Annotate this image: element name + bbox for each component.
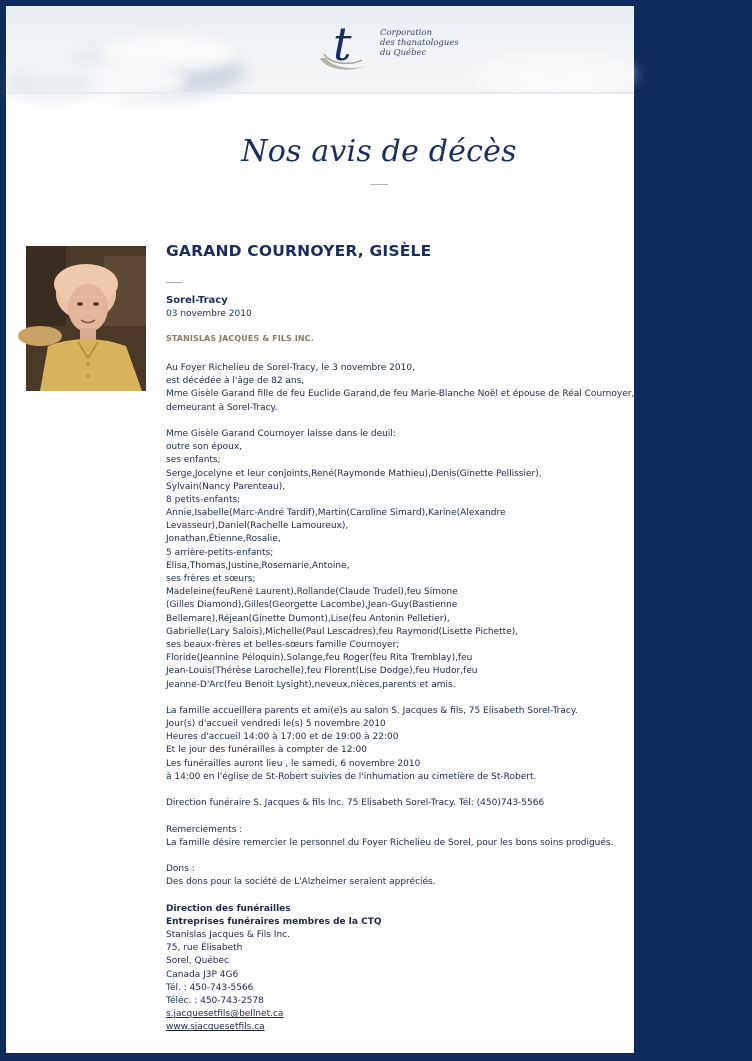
- logo-letter: t: [333, 17, 352, 71]
- funeral-home-name: STANISLAS JACQUES & FILS INC.: [166, 334, 314, 343]
- obituary-line: Floride(Jeannine Péloquin),Solange,feu Roger(feu Rita Tremblay),feu: [166, 653, 473, 664]
- obituary-line: (Gilles Diamond),Gilles(Georgette Lacombe),Jean-Guy(Bastienne: [166, 600, 458, 611]
- obituary-line: Des dons pour la société de L'Alzheimer seraient appréciés.: [166, 877, 436, 888]
- title-divider: [370, 184, 388, 185]
- obituary-line: ses beaux-frères et belles-sœurs famille Cournoyer;: [166, 639, 400, 650]
- obituary-line: demeurant à Sorel-Tracy.: [166, 402, 278, 413]
- obituary-line: ses enfants;: [166, 455, 221, 466]
- paragraph-gap: [166, 890, 626, 903]
- site-header: [6, 6, 634, 94]
- deceased-name: GARAND COURNOYER, GISÈLE: [166, 242, 432, 260]
- obituary-line: Direction funéraire S. Jacques & fils Inc. 75 Elisabeth Sorel-Tracy. Tél: (450)743-5566: [166, 798, 545, 809]
- obituary-line: Elisa,Thomas,Justine,Rosemarie,Antoine,: [166, 560, 350, 571]
- obituary-line: Gabrielle(Lary Salois),Michelle(Paul Lescadres),feu Raymond(Lisette Pichette),: [166, 626, 519, 637]
- ctq-logo-icon[interactable]: [316, 14, 372, 78]
- obituary-line: Jeanne-D'Arc(feu Benoit Lysight),neveux,nièces,parents et amis.: [166, 679, 456, 690]
- direction-subheading: Entreprises funéraires membres de la CTQ: [166, 916, 382, 927]
- obituary-line: Mme Gisèle Garand Cournoyer laisse dans le deuil:: [166, 428, 396, 439]
- page-frame: [6, 6, 635, 1059]
- obituary-line: Bellemare),Réjean(Ginette Dumont),Lise(feu Antonin Pelletier),: [166, 613, 450, 624]
- page-title: Nos avis de décès: [241, 134, 517, 169]
- obituary-line: à 14:00 en l'église de St-Robert suivies de l'inhumation au cimetière de St-Robert.: [166, 771, 537, 782]
- paragraph-gap: [166, 850, 626, 863]
- obituary-line: Heures d'accueil 14:00 à 17:00 et de 19:00 à 22:00: [166, 732, 399, 743]
- paragraph-gap: [166, 1035, 626, 1048]
- website-link[interactable]: www.sjacquesetfils.ca: [166, 1022, 265, 1033]
- obituary-city: Sorel-Tracy: [166, 295, 228, 306]
- obituary-line: La famille désire remercier le personnel du Foyer Richelieu de Sorel, pour les bons soins prodigués.: [166, 837, 614, 848]
- direction-street: 75, rue Élisabeth: [166, 943, 243, 954]
- obituary-text: [166, 362, 635, 1061]
- obituary-line: Levasseur),Daniel(Rachelle Lamoureux),: [166, 521, 349, 532]
- obituary-content: [166, 242, 635, 1061]
- direction-phone: Tél. : 450-743-5566: [166, 982, 254, 993]
- obituary-line: Annie,Isabelle(Marc-André Tardif),Martin(Caroline Simard),Karine(Alexandre: [166, 508, 506, 519]
- obituary-line: outre son époux,: [166, 442, 243, 453]
- obituary-line: Et le jour des funérailles à compter de 12:00: [166, 745, 367, 756]
- obituary-line: Serge,Jocelyne et leur conjoints,René(Raymonde Mathieu),Denis(Ginette Pellissier),: [166, 468, 542, 479]
- email-link[interactable]: s.jacquesetfils@bellnet.ca: [166, 1009, 284, 1020]
- logo-text: Corporation des thanatologues du Québec: [380, 28, 459, 58]
- obituary-line: Mme Gisèle Garand fille de feu Euclide Garand,de feu Marie-Blanche Noël et épouse de Réal Cournoyer,: [166, 389, 635, 400]
- obituary-line: Sylvain(Nancy Parenteau),: [166, 481, 286, 492]
- obituary-line: est décédée à l'âge de 82 ans,: [166, 376, 305, 387]
- paragraph-gap: [166, 415, 626, 428]
- obituary-line: Madeleine(feuRené Laurent),Rollande(Claude Trudel),feu Simone: [166, 587, 458, 598]
- obituary-line: Au Foyer Richelieu de Sorel-Tracy, le 3 novembre 2010,: [166, 363, 415, 373]
- direction-city: Sorel, Québec: [166, 956, 230, 967]
- name-divider: [166, 282, 182, 283]
- portrait-photo: [26, 246, 146, 391]
- obituary-line: Jonathan,Étienne,Rosalie,: [166, 534, 281, 545]
- obituary-line: ses frères et sœurs;: [166, 574, 256, 584]
- obituary-line: Les funérailles auront lieu , le samedi, 6 novembre 2010: [166, 758, 421, 769]
- header-divider: [6, 92, 634, 94]
- paragraph-gap: [166, 810, 626, 823]
- obituary-line: La famille accueillera parents et ami(e)s au salon S. Jacques & fils, 75 Elisabeth Sorel-Tracy.: [166, 705, 578, 716]
- obituary-line: Dons :: [166, 864, 195, 875]
- portrait-illustration: [26, 246, 146, 391]
- obituary-date: 03 novembre 2010: [166, 309, 252, 319]
- direction-postal: Canada J3P 4G6: [166, 969, 239, 980]
- paragraph-gap: [166, 692, 626, 705]
- direction-fax: Téléc. : 450-743-2578: [166, 996, 264, 1006]
- obituary-line: 8 petits-enfants;: [166, 494, 241, 505]
- obituary-line: Remerciements :: [166, 824, 243, 835]
- obituary-line: Jean-Louis(Thérèse Larochelle),feu Florent(Lise Dodge),feu Hudor,feu: [166, 666, 478, 677]
- direction-heading: Direction des funérailles: [166, 903, 291, 914]
- obituary-line: 5 arrière-petits-enfants;: [166, 547, 274, 558]
- paragraph-gap: [166, 784, 626, 797]
- trailing-dot: .: [166, 1048, 169, 1059]
- obituary-line: Jour(s) d'accueil vendredi le(s) 5 novembre 2010: [166, 719, 386, 730]
- direction-company: Stanislas Jacques & Fils Inc.: [166, 930, 290, 941]
